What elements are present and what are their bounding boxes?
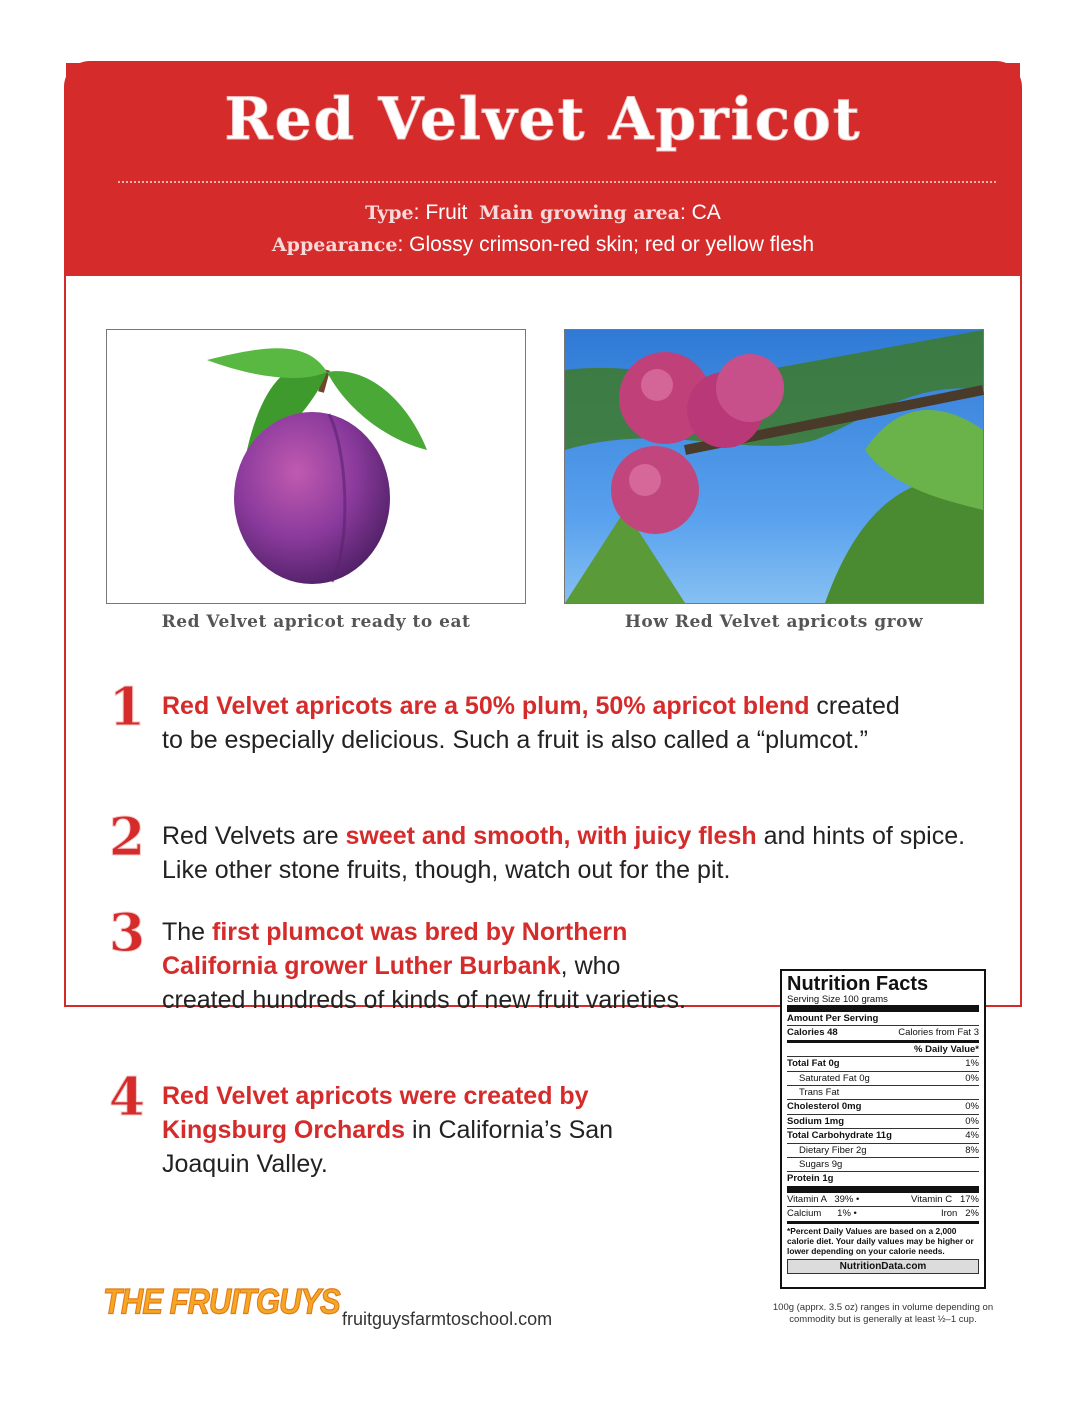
type-label: Type <box>365 202 414 224</box>
vitamin-row <box>787 1186 979 1206</box>
fact-text <box>162 1079 682 1181</box>
nutrient-label: Protein 1g <box>787 1173 834 1185</box>
area-value: CA <box>691 201 721 224</box>
calories-row <box>787 1025 979 1039</box>
vitamin-a: Vitamin A 39% • <box>787 1193 860 1205</box>
fact-rest: created to be especially delicious. Such a fruit is also called a “plumcot.” <box>162 692 900 754</box>
nutrient-row <box>787 1071 979 1085</box>
nutrient-label: Sugars 9g <box>799 1159 843 1171</box>
fact-rest: and hints of spice. Like other stone fruits, though, watch out for the pit. <box>162 822 966 884</box>
nutrient-value: 4% <box>965 1130 979 1142</box>
fact-number: 2 <box>108 807 146 868</box>
serving-size: Serving Size 100 grams <box>787 994 888 1005</box>
dotted-divider <box>118 181 996 183</box>
fact-text <box>162 689 922 757</box>
fact-text <box>162 915 702 1017</box>
fact-number: 1 <box>108 677 146 738</box>
daily-value-header <box>787 1040 979 1056</box>
fact-highlight: Red Velvet apricots were created by Kingsburg Orchards <box>162 1082 589 1144</box>
photo-on-tree <box>564 329 984 604</box>
nutrient-value: 0% <box>965 1101 979 1113</box>
fruitguys-logo: THE FRUITGUYS <box>103 1281 340 1322</box>
nutrient-label: Total Carbohydrate 11g <box>787 1130 892 1142</box>
appearance-value: Glossy crimson-red skin; red or yellow flesh <box>409 233 815 256</box>
fact-highlight: first plumcot was bred by Northern California grower Luther Burbank <box>162 918 628 980</box>
fact-number: 4 <box>108 1067 146 1128</box>
fact-rest: , who created hundreds of kinds of new fruit varieties. <box>162 952 686 1014</box>
info-line-appearance: Appearance: Glossy crimson-red skin; red or yellow flesh <box>271 233 815 256</box>
type-value: Fruit <box>425 201 468 224</box>
nutrition-title: Nutrition Facts <box>787 973 929 995</box>
nutrient-row <box>787 1114 979 1128</box>
amount-per-serving <box>787 1005 979 1025</box>
nutrient-row <box>787 1099 979 1113</box>
dv-header: % Daily Value* <box>914 1043 979 1055</box>
serving-note: 100g (apprx. 3.5 oz) ranges in volume depending on commodity but is generally at least ½–1 cup. <box>772 1302 994 1325</box>
calories-from-fat: Calories from Fat 3 <box>898 1027 979 1039</box>
fact-pre: Red Velvets are <box>162 822 346 850</box>
header-banner <box>66 63 1020 276</box>
nutrient-value: 0% <box>965 1115 979 1127</box>
nutrition-facts-panel <box>780 969 986 1289</box>
nutrient-row <box>787 1128 979 1142</box>
iron: Iron 2% <box>940 1208 979 1220</box>
fact-rest: in California’s San Joaquin Valley. <box>162 1116 614 1178</box>
area-label: Main growing area <box>478 202 680 224</box>
nutrient-label: Trans Fat <box>799 1087 840 1099</box>
website-url: fruitguysfarmtoschool.com <box>342 1309 553 1329</box>
nutrient-row <box>787 1085 979 1099</box>
nutrient-label: Sodium 1mg <box>787 1115 845 1127</box>
nutrient-label: Dietary Fiber 2g <box>799 1144 867 1156</box>
photo-ready-to-eat <box>106 329 526 604</box>
mineral-row <box>787 1206 979 1220</box>
nutrition-footnote: *Percent Daily Values are based on a 2,000 calorie diet. Your daily values may be higher or lower depending on your calorie needs. <box>787 1221 979 1256</box>
fact-highlight: sweet and smooth, with juicy flesh <box>345 822 757 850</box>
nutrient-row <box>787 1143 979 1157</box>
nutrient-label: Cholesterol 0mg <box>787 1101 862 1113</box>
nutrient-row <box>787 1171 979 1185</box>
amount-per-label: Amount Per Serving <box>787 1013 879 1024</box>
nutrient-label: Total Fat 0g <box>787 1058 840 1070</box>
vitamin-c: Vitamin C 17% <box>911 1193 979 1205</box>
page-title: Red Velvet Apricot <box>224 85 862 153</box>
fact-text <box>162 819 1002 887</box>
caption-ready-to-eat: Red Velvet apricot ready to eat <box>161 612 471 632</box>
nutrient-row <box>787 1056 979 1070</box>
nutrition-source: NutritionData.com <box>787 1259 979 1274</box>
apricot-fruit-image <box>107 330 525 603</box>
nutrient-value: 0% <box>965 1072 979 1084</box>
appearance-label: Appearance <box>271 234 398 256</box>
fact-number: 3 <box>108 903 146 964</box>
fact-pre: The <box>162 918 213 946</box>
info-line-type: Type: Fruit Main growing area: CA <box>365 201 721 224</box>
apricot-tree-image <box>565 330 983 603</box>
calories: Calories 48 <box>787 1027 838 1039</box>
calcium: Calcium 1% • <box>787 1208 857 1220</box>
nutrient-row <box>787 1157 979 1171</box>
nutrient-value: 8% <box>965 1144 979 1156</box>
nutrient-label: Saturated Fat 0g <box>799 1072 870 1084</box>
fact-highlight: Red Velvet apricots are a 50% plum, 50% apricot blend <box>162 692 810 720</box>
nutrient-value: 1% <box>965 1058 979 1070</box>
caption-how-grow: How Red Velvet apricots grow <box>624 612 924 632</box>
nutrient-rows <box>787 1056 979 1186</box>
